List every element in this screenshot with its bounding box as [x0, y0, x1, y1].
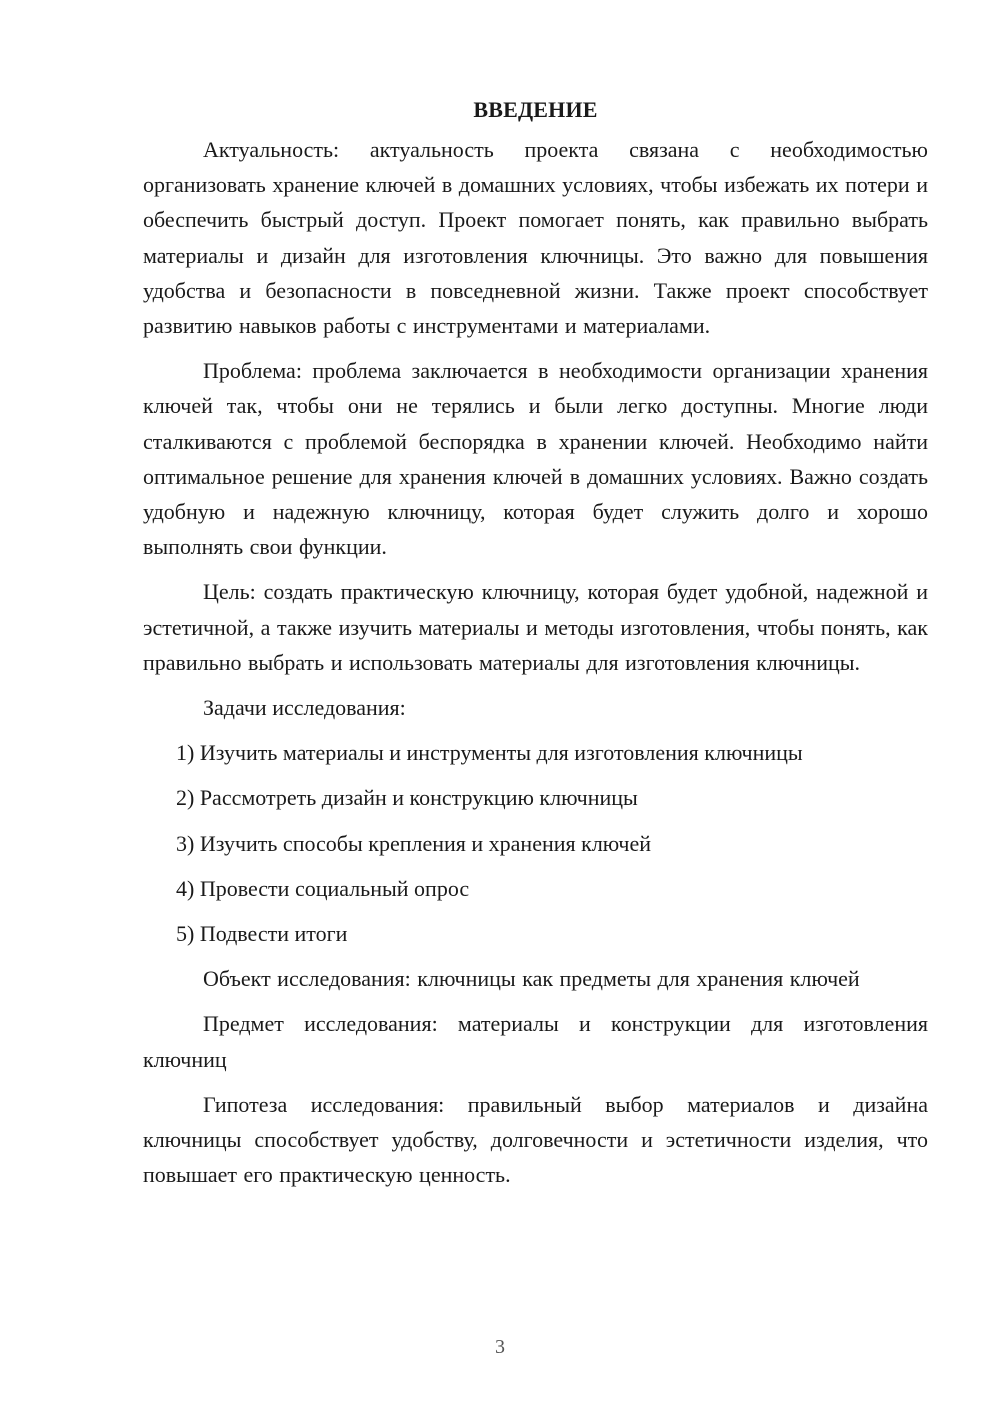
tasks-title: Задачи исследования: — [203, 695, 406, 721]
task-item: 5) Подвести итоги — [176, 921, 348, 947]
task-item: 1) Изучить материалы и инструменты для изготовления ключницы — [176, 740, 803, 766]
goal-paragraph: Цель: создать практическую ключницу, которая будет удобной, надежной и эстетичной, а также изучить материалы и методы изготовления, чтобы понять, как правильно выбрать и использовать материалы для изготовления ключницы. — [143, 579, 928, 675]
task-item: 3) Изучить способы крепления и хранения ключей — [176, 830, 651, 856]
tasks-list — [143, 735, 928, 951]
subject-paragraph: Предмет исследования: материалы и конструкции для изготовления ключниц — [143, 1011, 928, 1072]
task-item: 2) Рассмотреть дизайн и конструкцию ключницы — [176, 785, 638, 811]
section-heading: ВВЕДЕНИЕ — [473, 97, 598, 122]
page-number: 3 — [495, 1336, 505, 1358]
object-paragraph: Объект исследования: ключницы как предметы для хранения ключей — [203, 966, 860, 992]
hypothesis-paragraph: Гипотеза исследования: правильный выбор материалов и дизайна ключницы способствует удобству, долговечности и эстетичности изделия, что повышает его практическую ценность. — [143, 1091, 928, 1188]
task-item: 4) Провести социальный опрос — [176, 875, 470, 901]
page-content — [143, 92, 928, 1202]
problem-paragraph: Проблема: проблема заключается в необходимости организации хранения ключей так, чтобы они не терялись и были легко доступны. Многие люди сталкиваются с проблемой беспорядка в хранении ключей. Необходимо найти оптимальное решение для хранения ключей в домашних условиях. Важно создать удобную и надежную ключницу, которая будет служить долго и хорошо выполнять свои функции. — [143, 358, 928, 560]
relevance-paragraph: Актуальность: актуальность проекта связана с необходимостью организовать хранение ключей в домашних условиях, чтобы избежать их потери и обеспечить быстрый доступ. Проект помогает понять, как правильно выбрать материалы и дизайн для изготовления ключницы. Это важно для повышения удобства и безопасности в повседневной жизни. Также проект способствует развитию навыков работы с инструментами и материалами. — [143, 137, 928, 339]
